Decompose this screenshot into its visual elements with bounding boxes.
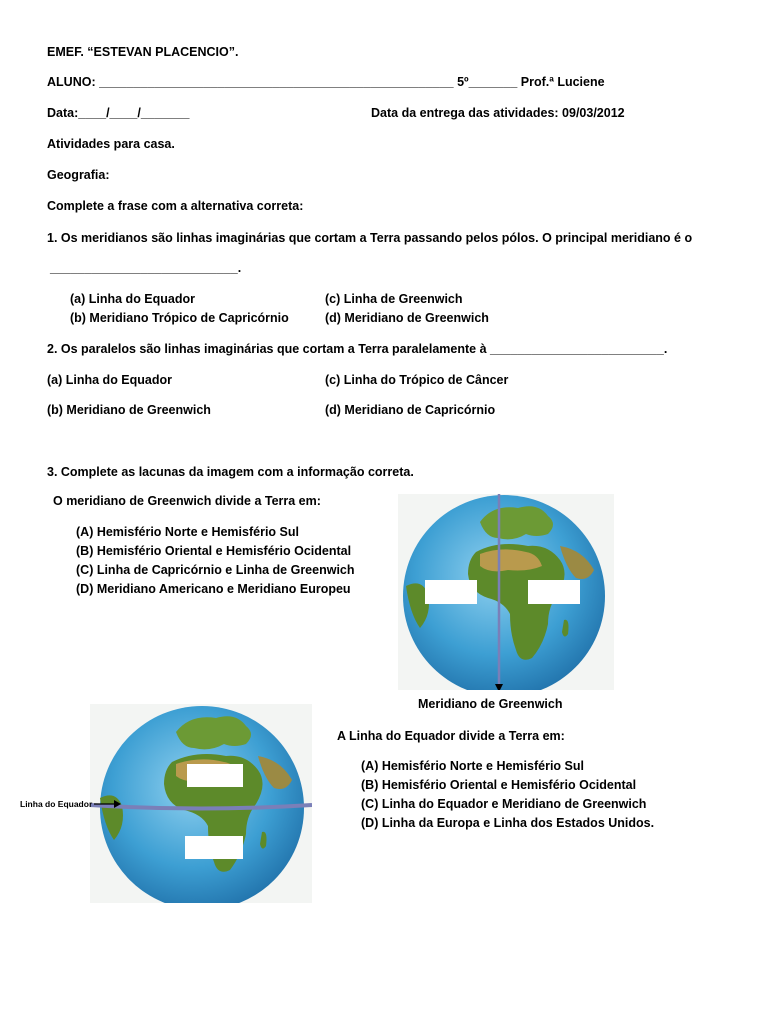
homework-label: Atividades para casa. xyxy=(47,137,175,151)
q2-option-d: (d) Meridiano de Capricórnio xyxy=(325,403,496,417)
question-1: 1. Os meridianos são linhas imaginárias que cortam a Terra passando pelos pólos. O principal meridiano é o xyxy=(47,231,693,245)
greenwich-blank-east[interactable] xyxy=(528,580,580,604)
q3a-option-b: (B) Hemisfério Oriental e Hemisfério Ocidental xyxy=(76,544,352,558)
arrow-right-icon xyxy=(94,797,124,811)
q3b-option-d: (D) Linha da Europa e Linha dos Estados Unidos. xyxy=(361,816,655,830)
q3-greenwich-prompt: O meridiano de Greenwich divide a Terra em: xyxy=(53,494,321,508)
date-line: Data:____/____/_______ xyxy=(47,106,190,120)
greenwich-blank-west[interactable] xyxy=(425,580,477,604)
equator-blank-south[interactable] xyxy=(185,836,243,859)
q3a-option-d: (D) Meridiano Americano e Meridiano Europeu xyxy=(76,582,351,596)
instruction: Complete a frase com a alternativa correta: xyxy=(47,199,304,213)
q1-option-d: (d) Meridiano de Greenwich xyxy=(325,311,489,325)
q3-equator-prompt: A Linha do Equador divide a Terra em: xyxy=(337,729,565,743)
q1-option-b: (b) Meridiano Trópico de Capricórnio xyxy=(70,311,289,325)
q3a-option-a: (A) Hemisfério Norte e Hemisfério Sul xyxy=(76,525,299,539)
question-1-blank: ___________________________. xyxy=(50,261,242,275)
delivery-date: Data da entrega das atividades: 09/03/2012 xyxy=(371,106,625,120)
question-3: 3. Complete as lacunas da imagem com a informação correta. xyxy=(47,465,414,479)
equator-blank-north[interactable] xyxy=(187,764,243,787)
equator-label: Linha do Equador xyxy=(20,799,93,809)
q3b-option-c: (C) Linha do Equador e Meridiano de Greenwich xyxy=(361,797,647,811)
student-line: ALUNO: ___________________________________________________ 5º_______ Prof.ª Luciene xyxy=(47,75,605,89)
q3a-option-c: (C) Linha de Capricórnio e Linha de Greenwich xyxy=(76,563,355,577)
q1-option-c: (c) Linha de Greenwich xyxy=(325,292,463,306)
q2-option-a: (a) Linha do Equador xyxy=(47,373,172,387)
q3b-option-b: (B) Hemisfério Oriental e Hemisfério Ocidental xyxy=(361,778,637,792)
greenwich-globe-image xyxy=(398,494,614,690)
school-name: EMEF. “ESTEVAN PLACENCIO”. xyxy=(47,45,239,59)
q3b-option-a: (A) Hemisfério Norte e Hemisfério Sul xyxy=(361,759,584,773)
greenwich-caption: Meridiano de Greenwich xyxy=(418,697,563,711)
q2-option-b: (b) Meridiano de Greenwich xyxy=(47,403,211,417)
subject-label: Geografia: xyxy=(47,168,110,182)
q1-option-a: (a) Linha do Equador xyxy=(70,292,195,306)
q2-option-c: (c) Linha do Trópico de Câncer xyxy=(325,373,509,387)
question-2: 2. Os paralelos são linhas imaginárias que cortam a Terra paralelamente à _________________________. xyxy=(47,342,668,356)
